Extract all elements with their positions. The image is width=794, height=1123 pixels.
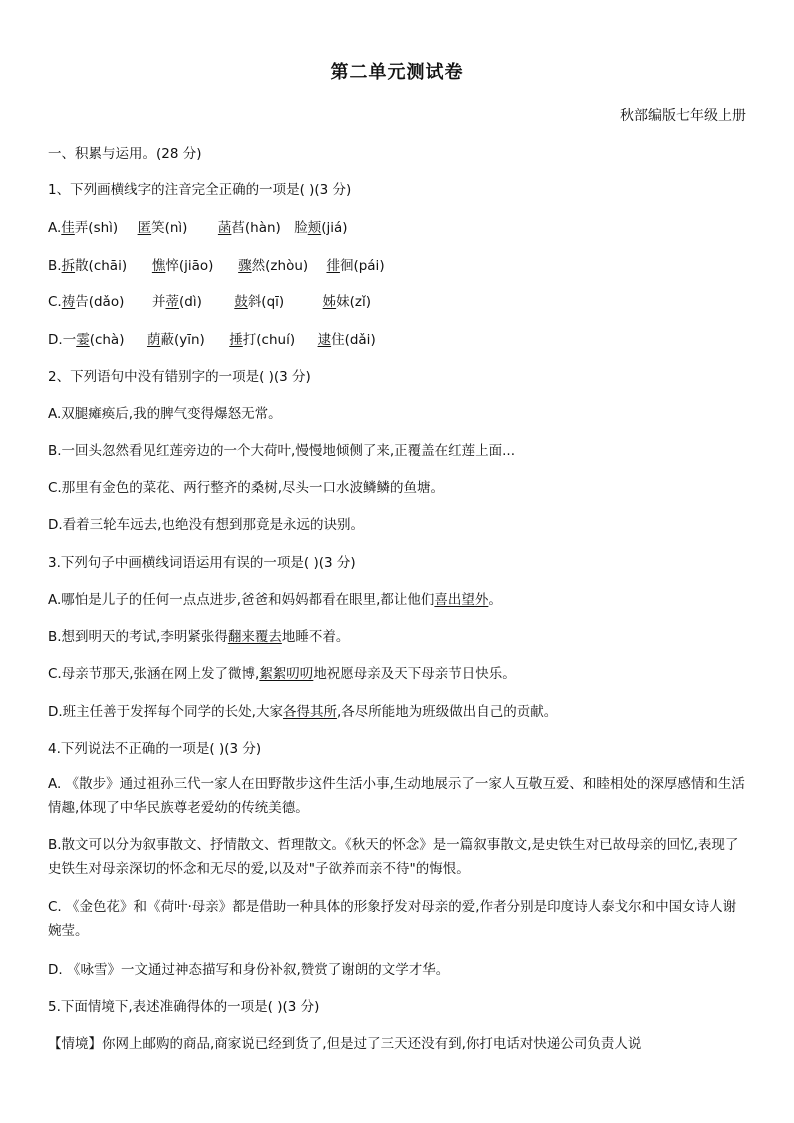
question-4-option-d: D. 《咏雪》一文通过神态描写和身份补叙,赞赏了谢朗的文学才华。 (48, 962, 450, 978)
question-4-option-c: C. 《金色花》和《荷叶·母亲》都是借助一种具体的形象抒发对母亲的爱,作者分别是印度诗人泰戈尔和中国女诗人谢婉莹。 (48, 899, 737, 939)
option-label: A. (48, 220, 62, 236)
question-5-context: 【情境】你网上邮购的商品,商家说已经到货了,但是过了三天还没有到,你打电话对快递公司负责人说 (48, 1036, 642, 1052)
question-1-option-d: D.一霎(chà) 荫蔽(yīn) 捶打(chuí) 逮住(dǎi) (48, 332, 376, 348)
question-3-stem: 3.下列句子中画横线词语运用有误的一项是( )(3 分) (48, 555, 356, 571)
question-4-option-a: A. 《散步》通过祖孙三代一家人在田野散步这件生活小事,生动地展示了一家人互敬互爱、和睦相处的深厚感情和生活情趣,体现了中华民族尊老爱幼的传统美德。 (48, 776, 745, 816)
option-label: C. (48, 294, 62, 310)
question-2-option-b: B.一回头忽然看见红莲旁边的一个大荷叶,慢慢地倾侧了来,正覆盖在红莲上面... (48, 443, 516, 459)
section-heading: 一、积累与运用。(28 分) (48, 146, 202, 162)
question-4-option-b: B.散文可以分为叙事散文、抒情散文、哲理散文。《秋天的怀念》是一篇叙事散文,是史铁生对已故母亲的回忆,表现了史铁生对母亲深切的怀念和无尽的爱,以及对"子欲养而亲不待"的悔恨。 (48, 837, 739, 877)
underlined-phrase: 各得其所 (282, 704, 337, 720)
question-3-option-c: C.母亲节那天,张涵在网上发了微博,絮絮叨叨地祝愿母亲及天下母亲节日快乐。 (48, 666, 516, 682)
question-2-option-c: C.那里有金色的菜花、两行整齐的桑树,尽头一口水波鳞鳞的鱼塘。 (48, 480, 445, 496)
question-2-option-a: A.双腿瘫痪后,我的脾气变得爆怒无常。 (48, 406, 282, 422)
question-2-stem: 2、下列语句中没有错别字的一项是( )(3 分) (48, 369, 311, 385)
question-3-option-a: A.哪怕是儿子的任何一点点进步,爸爸和妈妈都看在眼里,都让他们喜出望外。 (48, 592, 502, 608)
question-1-option-c: C.祷告(dǎo) 并蒂(dì) 鼓斜(qī) 姊妹(zǐ) (48, 294, 371, 310)
question-1-option-b: B.拆散(chāi) 憔悴(jiāo) 骤然(zhòu) 徘徊(pái) (48, 258, 385, 274)
question-5-stem: 5.下面情境下,表述准确得体的一项是( )(3 分) (48, 999, 320, 1015)
option-label: D. (48, 332, 63, 348)
underlined-phrase: 絮絮叨叨 (259, 666, 314, 682)
underlined-phrase: 喜出望外 (434, 592, 489, 608)
question-3-option-d: D.班主任善于发挥每个同学的长处,大家各得其所,各尽所能地为班级做出自己的贡献。 (48, 704, 558, 720)
question-1-option-a: A.佳弄(shì) 匿笑(nì) 菡萏(hàn) 脸颊(jiá) (48, 220, 348, 236)
question-3-option-b: B.想到明天的考试,李明紧张得翻来覆去地睡不着。 (48, 629, 350, 645)
underlined-phrase: 翻来覆去 (227, 629, 282, 645)
question-1-stem: 1、下列画横线字的注音完全正确的一项是( )(3 分) (48, 182, 352, 198)
page-title: 第二单元测试卷 (330, 62, 464, 83)
edition-label: 秋部编版七年级上册 (620, 108, 746, 124)
question-2-option-d: D.看着三轮车远去,也绝没有想到那竟是永远的诀别。 (48, 517, 364, 533)
question-4-stem: 4.下列说法不正确的一项是( )(3 分) (48, 741, 262, 757)
option-label: B. (48, 258, 62, 274)
